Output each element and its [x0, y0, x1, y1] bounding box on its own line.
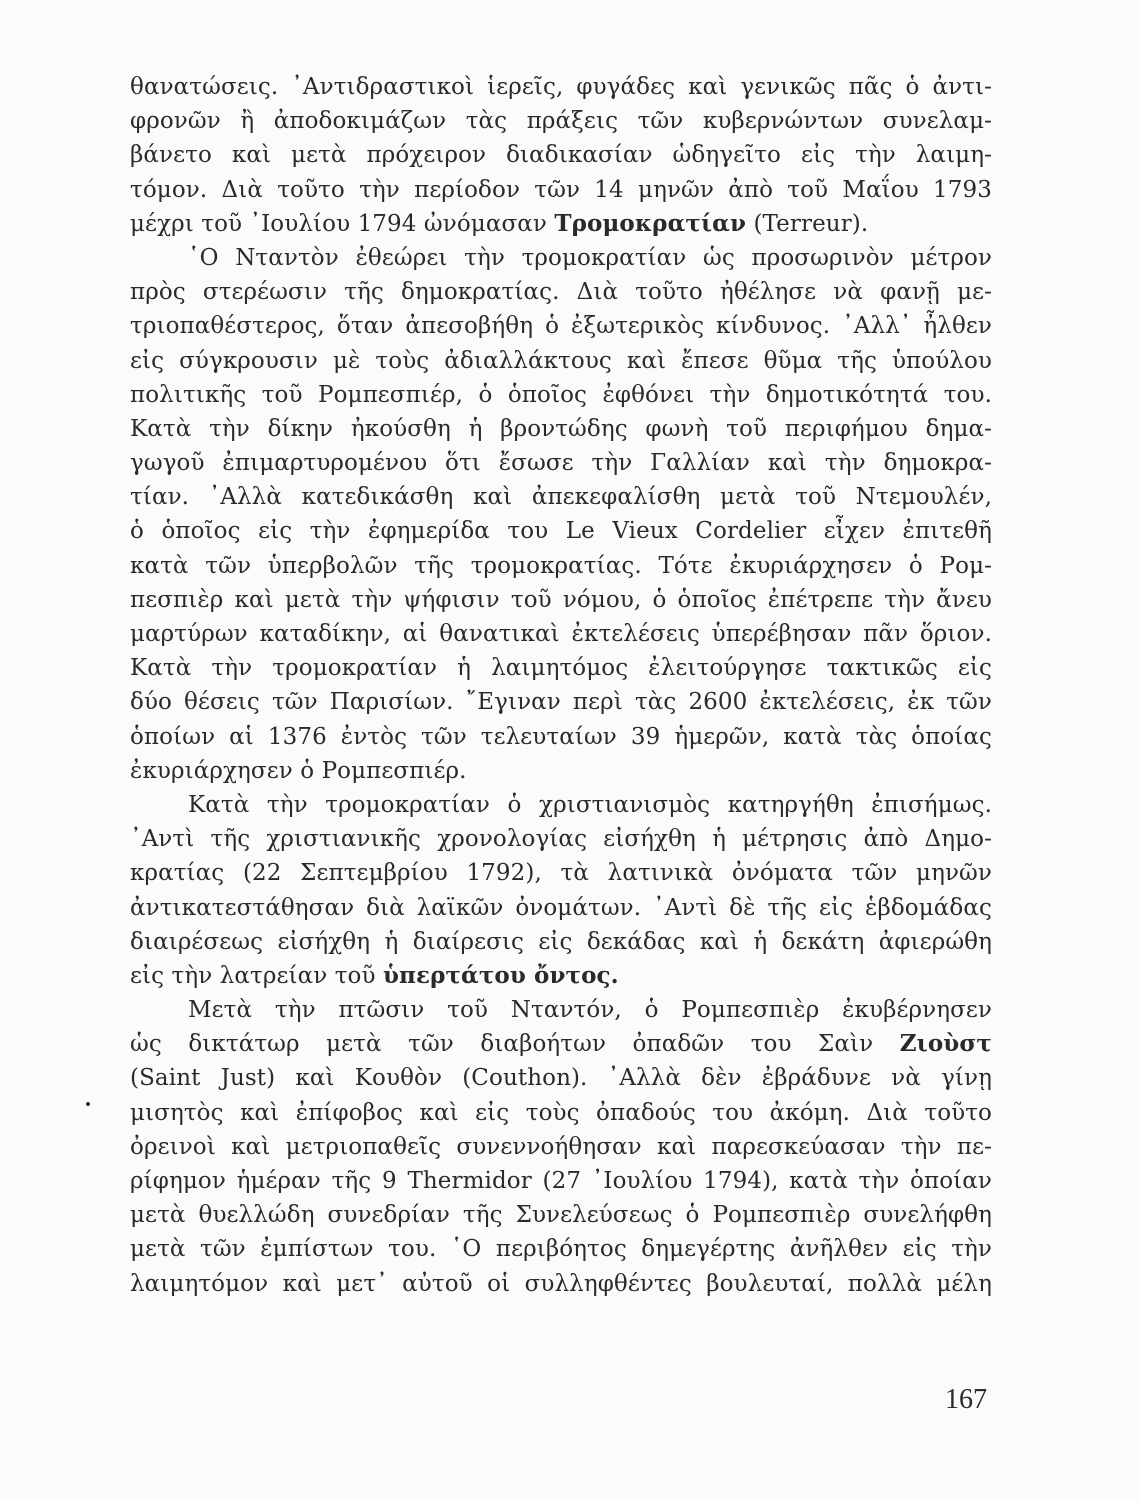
bold-term: Τρομοκρατίαν: [554, 209, 747, 237]
text-line: τριοπαθέστερος, ὅταν ἀπεσοβήθη ὁ ἐξωτερικὸς κίνδυνος. ᾿Αλλ᾿ ἦλθεν: [130, 313, 992, 340]
text-line: Μετὰ τὴν πτῶσιν τοῦ Νταντόν, ὁ Ρομπεσπιὲρ ἐκυβέρνησεν: [188, 997, 992, 1024]
text-line: τίαν. ᾿Αλλὰ κατεδικάσθη καὶ ἀπεκεφαλίσθη μετὰ τοῦ Ντεμουλέν,: [130, 484, 992, 511]
bold-term: Ζιοὺστ: [899, 1030, 992, 1058]
text-line: ὀρεινοὶ καὶ μετριοπαθεῖς συνεννοήθησαν καὶ παρεσκεύασαν τὴν πε-: [130, 1133, 992, 1160]
text-line: [130, 959, 992, 993]
text-line: Κατὰ τὴν δίκην ἠκούσθη ἡ βροντώδης φωνὴ τοῦ περιφήμου δημα-: [130, 415, 992, 442]
text-line: ἀντικατεστάθησαν διὰ λαϊκῶν ὀνομάτων. ᾿Αντὶ δὲ τῆς εἰς ἑβδομάδας: [130, 894, 992, 921]
text-line: μισητὸς καὶ ἐπίφοβος καὶ εἰς τοὺς ὀπαδούς του ἀκόμη. Διὰ τοῦτο: [130, 1099, 992, 1126]
page-number: 167: [945, 1384, 987, 1415]
text-line: βάνετο καὶ μετὰ πρόχειρον διαδικασίαν ὡδηγεῖτο εἰς τὴν λαιμη-: [130, 142, 992, 169]
text-line: τόμον. Διὰ τοῦτο τὴν περίοδον τῶν 14 μηνῶν ἀπὸ τοῦ Μαΐου 1793: [130, 176, 992, 203]
text-segment: εἰς τὴν λατρείαν τοῦ: [130, 962, 383, 989]
text-line: ᾿Αντὶ τῆς χριστιανικῆς χρονολογίας εἰσήχθη ἡ μέτρησις ἀπὸ Δημο-: [130, 826, 992, 853]
text-line: λαιμητόμον καὶ μετ᾿ αὐτοῦ οἱ συλληφθέντες βουλευταί, πολλὰ μέλη: [130, 1270, 992, 1297]
text-line: ἐκυριάρχησεν ὁ Ρομπεσπιέρ.: [130, 757, 467, 784]
text-line: ὁ ὁποῖος εἰς τὴν ἐφημερίδα του Le Vieux Cordelier εἶχεν ἐπιτεθῆ: [130, 518, 992, 545]
text-segment: (Terreur).: [746, 210, 869, 237]
text-line: ρίφημον ἡμέραν τῆς 9 Thermidor (27 ᾿Ιουλίου 1794), κατὰ τὴν ὁποίαν: [130, 1168, 992, 1194]
text-line: ῾Ο Νταντὸν ἐθεώρει τὴν τρομοκρατίαν ὡς προσωρινὸν μέτρον: [188, 244, 992, 271]
text-line: δύο θέσεις τῶν Παρισίων. ῎Εγιναν περὶ τὰς 2600 ἐκτελέσεις, ἐκ τῶν: [130, 689, 992, 716]
page-body: [130, 70, 992, 1301]
text-line: πρὸς στερέωσιν τῆς δημοκρατίας. Διὰ τοῦτο ἠθέλησε νὰ φανῇ με-: [130, 279, 992, 306]
text-line: [130, 207, 992, 241]
text-line: [130, 1027, 992, 1061]
text-line: πεσπιὲρ καὶ μετὰ τὴν ψήφισιν τοῦ νόμου, ὁ ὁποῖος ἐπέτρεπε τὴν ἄνευ: [130, 586, 992, 613]
text-segment: μέχρι τοῦ ᾿Ιουλίου 1794 ὠνόμασαν: [130, 210, 555, 237]
text-line: πολιτικῆς τοῦ Ρομπεσπιέρ, ὁ ὁποῖος ἐφθόνει τὴν δημοτικότητά του.: [130, 381, 992, 408]
text-line: ὁποίων αἱ 1376 ἐντὸς τῶν τελευταίων 39 ἡμερῶν, κατὰ τὰς ὁποίας: [130, 723, 992, 750]
text-line: διαιρέσεως εἰσήχθη ἡ διαίρεσις εἰς δεκάδας καὶ ἡ δεκάτη ἀφιερώθη: [130, 928, 992, 955]
text-line: κατὰ τῶν ὑπερβολῶν τῆς τρομοκρατίας. Τότε ἐκυριάρχησεν ὁ Ρομ-: [130, 552, 992, 579]
text-line: μαρτύρων καταδίκην, αἱ θανατικαὶ ἐκτελέσεις ὑπερέβησαν πᾶν ὅριον.: [130, 621, 992, 647]
text-line: γωγοῦ ἐπιμαρτυρομένου ὅτι ἔσωσε τὴν Γαλλίαν καὶ τὴν δημοκρα-: [130, 450, 992, 477]
bold-term: ὑπερτάτου ὄντος.: [383, 961, 619, 989]
text-line: θανατώσεις. ᾿Αντιδραστικοὶ ἱερεῖς, φυγάδες καὶ γενικῶς πᾶς ὁ ἀντι-: [130, 74, 992, 100]
text-line: φρονῶν ἢ ἀποδοκιμάζων τὰς πράξεις τῶν κυβερνώντων συνελαμ-: [130, 108, 992, 135]
text-line: μετὰ θυελλώδη συνεδρίαν τῆς Συνελεύσεως ὁ Ρομπεσπιὲρ συνελήφθη: [130, 1202, 992, 1229]
text-line: Κατὰ τὴν τρομοκρατίαν ἡ λαιμητόμος ἐλειτούργησε τακτικῶς εἰς: [130, 655, 992, 682]
text-line: Κατὰ τὴν τρομοκρατίαν ὁ χριστιανισμὸς κατηργήθη ἐπισήμως.: [188, 791, 992, 818]
text-line: κρατίας (22 Σεπτεμβρίου 1792), τὰ λατινικὰ ὀνόματα τῶν μηνῶν: [130, 860, 992, 887]
text-line: εἰς σύγκρουσιν μὲ τοὺς ἀδιαλλάκτους καὶ ἔπεσε θῦμα τῆς ὑπούλου: [130, 347, 992, 374]
text-segment: ὡς δικτάτωρ μετὰ τῶν διαβοήτων ὀπαδῶν του Σαὶν: [130, 1031, 900, 1058]
text-line: μετὰ τῶν ἐμπίστων του. ῾Ο περιβόητος δημεγέρτης ἀνῆλθεν εἰς τὴν: [130, 1236, 992, 1263]
margin-dot: [86, 1102, 90, 1106]
text-line: (Saint Just) καὶ Κουθὸν (Couthon). ᾿Αλλὰ δὲν ἐβράδυνε νὰ γίνῃ: [130, 1065, 992, 1092]
